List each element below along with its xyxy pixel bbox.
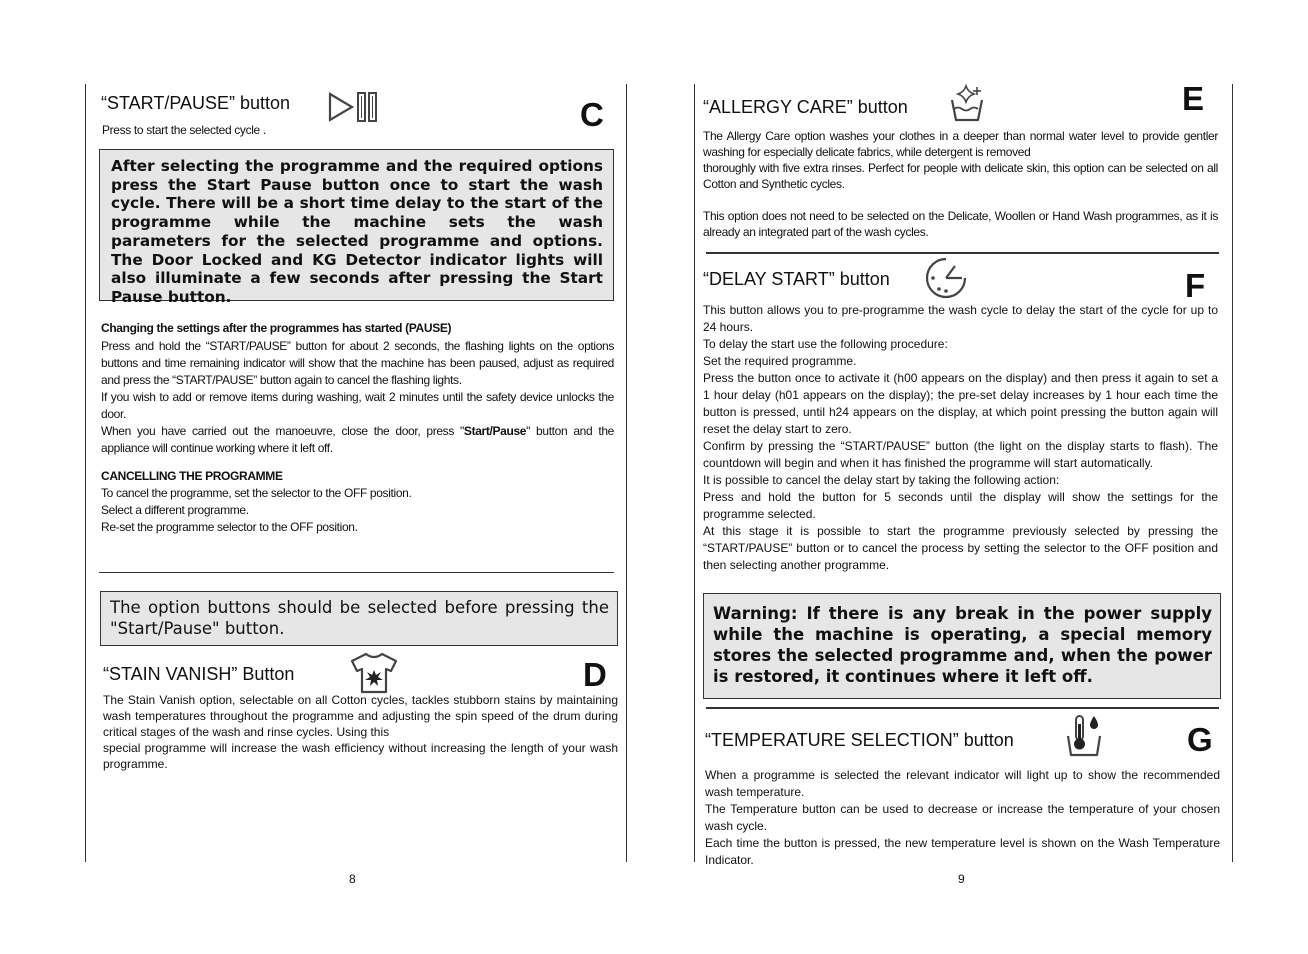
delay-start-heading: “DELAY START” button xyxy=(703,269,890,289)
section-letter-f: F xyxy=(1185,267,1206,304)
cancelling-line-1: To cancel the programme, set the selector to the OFF position. xyxy=(101,486,412,500)
allergy-care-heading: “ALLERGY CARE” button xyxy=(703,97,908,117)
changing-settings-para2: If you wish to add or remove items during washing, wait 2 minutes until the safety device unlocks the door. xyxy=(101,390,614,421)
option-note-text: The option buttons should be selected before pressing the "Start/Pause" button. xyxy=(110,598,609,638)
temperature-para2: The Temperature button can be used to decrease or increase the temperature of your chosen wash cycle. xyxy=(705,802,1220,833)
start-pause-info-text: After selecting the programme and the required options press the Start Pause button once to start the wash cycle. There will be a short time delay to the start of the programme while the machine sets the wash parameters for the selected programme and options. The Door Locked and KG Detector indicator lights will also illuminate a few seconds after pressing the Start Pause button. xyxy=(111,157,603,306)
allergy-care-para1: The Allergy Care option washes your clothes in a deeper than normal water level to provide gentler washing for especially delicate fabrics, while detergent is removed xyxy=(703,129,1218,159)
changing-settings-para3: When you have carried out the manoeuvre, close the door, press "Start/Pause" button and the appliance will continue working where it left off. xyxy=(101,424,614,455)
changing-settings-para1: Press and hold the “START/PAUSE” button for about 2 seconds, the flashing lights on the options buttons and time remaining indicator will show that the machine has been paused, adjust as required and press the “START/PAUSE” button again to cancel the flashing lights. xyxy=(101,339,614,387)
delay-start-line-7: Press and hold the button for 5 seconds until the display will show the settings for the programme selected. xyxy=(703,490,1218,521)
section-letter-e: E xyxy=(1182,80,1205,117)
right-page-inner-rule xyxy=(694,84,695,862)
stain-vanish-para1: The Stain Vanish option, selectable on all Cotton cycles, tackles stubborn stains by maintaining wash temperatures throughout the programme and adjusting the spin speed of the drum during critical stages of the wash and rinse cycles. Using this xyxy=(103,693,618,739)
tub-sparkle-icon xyxy=(948,84,986,124)
delay-start-line-5: Confirm by pressing the “START/PAUSE” button (the light on the display starts to flash). The countdown will begin and when it has finished the programme will start automatically. xyxy=(703,439,1218,470)
cancelling-line-2: Select a different programme. xyxy=(101,503,249,517)
warning-box xyxy=(703,593,1221,699)
start-pause-heading: “START/PAUSE” button xyxy=(101,93,291,113)
page-number-8: 8 xyxy=(349,872,356,886)
delay-start-line-3: Set the required programme. xyxy=(703,354,857,368)
section-letter-c: C xyxy=(580,96,604,133)
delay-start-line-1: This button allows you to pre-programme the wash cycle to delay the start of the cycle for up to 24 hours. xyxy=(703,303,1218,334)
left-page-outer-rule xyxy=(85,84,86,862)
right-divider-2 xyxy=(706,707,1219,709)
section-letter-g: G xyxy=(1187,721,1213,758)
delay-start-line-8: At this stage it is possible to start the programme previously selected by pressing the “START/PAUSE” button or to cancel the process by setting the selector to the OFF position and then selecting another programme. xyxy=(703,524,1218,572)
temperature-text xyxy=(705,767,1220,869)
start-pause-info-box xyxy=(99,149,614,306)
stain-vanish-para2: special programme will increase the wash efficiency without increasing the length of your wash programme. xyxy=(103,741,618,771)
temperature-selection-heading: “TEMPERATURE SELECTION” button xyxy=(705,730,1014,750)
thermometer-tub-icon xyxy=(1064,712,1104,758)
temperature-para3: Each time the button is pressed, the new temperature level is shown on the Wash Temperature Indicator. xyxy=(705,836,1220,867)
delay-start-line-2: To delay the start use the following procedure: xyxy=(703,337,948,351)
right-page-outer-rule xyxy=(1232,84,1233,862)
cancelling-section xyxy=(101,468,614,536)
stain-vanish-text xyxy=(103,692,618,772)
left-section-divider xyxy=(99,572,614,573)
allergy-care-para2: thoroughly with five extra rinses. Perfect for people with delicate skin, this option can be selected on all Cotton and Synthetic cycles. xyxy=(703,161,1218,191)
clock-delay-icon xyxy=(924,256,968,300)
left-page-inner-rule xyxy=(626,84,627,862)
play-pause-icon xyxy=(328,90,380,124)
cancelling-heading: CANCELLING THE PROGRAMME xyxy=(101,469,283,483)
option-note-box xyxy=(100,591,618,646)
section-letter-d: D xyxy=(583,656,607,693)
start-pause-intro: Press to start the selected cycle . xyxy=(102,123,266,137)
stain-vanish-heading: “STAIN VANISH” Button xyxy=(103,664,295,684)
page-number-9: 9 xyxy=(958,872,965,886)
allergy-care-text xyxy=(703,128,1218,240)
delay-start-line-4: Press the button once to activate it (h00 appears on the display) and then press it again to set a 1 hour delay (h01 appears on the display); the pre-set delay increases by 1 hour each time the button is pressed, until h24 appears on the display, at which point pressing the button again will reset the delay start to zero. xyxy=(703,371,1218,436)
warning-text: Warning: If there is any break in the power supply while the machine is operating, a special memory stores the selected programme and, when the power is restored, it continues where it left off. xyxy=(713,604,1212,686)
delay-start-text xyxy=(703,302,1218,574)
cancelling-line-3: Re-set the programme selector to the OFF position. xyxy=(101,520,358,534)
changing-settings-heading: Changing the settings after the programmes has started (PAUSE) xyxy=(101,321,452,335)
changing-settings-section xyxy=(101,320,614,457)
temperature-para1: When a programme is selected the relevant indicator will light up to show the recommended wash temperature. xyxy=(705,768,1220,799)
delay-start-line-6: It is possible to cancel the delay start by taking the following action: xyxy=(703,473,1060,487)
shirt-stain-icon xyxy=(348,651,400,695)
right-divider-1 xyxy=(706,252,1219,254)
allergy-care-para3: This option does not need to be selected on the Delicate, Woollen or Hand Wash programmes, as it is already an integrated part of the wash cycles. xyxy=(703,209,1218,239)
